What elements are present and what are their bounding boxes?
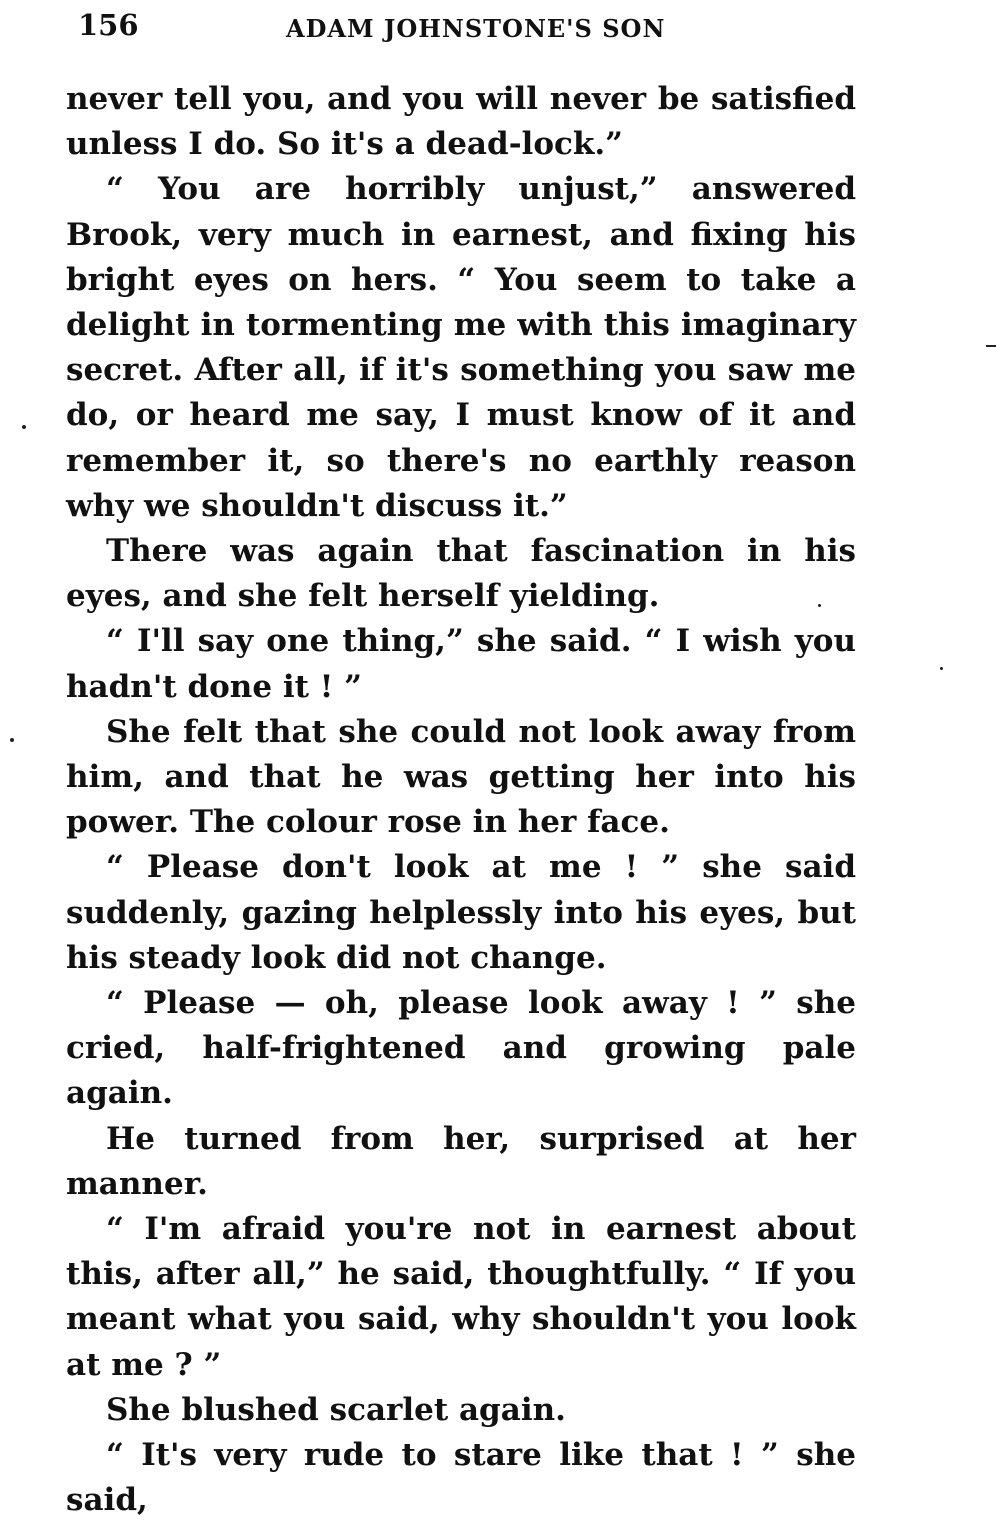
paragraph: There was again that fascination in his eyes, and she felt herself yielding. bbox=[66, 533, 856, 615]
paragraph: “ Please — oh, please look away ! ” she cried, half-frightened and growing pale again. bbox=[66, 985, 856, 1112]
scan-speck bbox=[940, 667, 943, 670]
running-title: ADAM JOHNSTONE'S SON bbox=[286, 14, 666, 43]
paragraph: “ It's very rude to stare like that ! ” she said, bbox=[66, 1437, 856, 1519]
paragraph: “ I'll say one thing,” she said. “ I wish you hadn't done it ! ” bbox=[66, 623, 856, 705]
paragraph: He turned from her, surprised at her manner. bbox=[66, 1120, 856, 1202]
body-text bbox=[66, 77, 856, 1524]
scan-speck bbox=[818, 604, 821, 607]
paragraph: “ You are horribly unjust,” answered Brook, very much in earnest, and fixing his bright eyes on hers. “ You seem to take a delight in tormenting me with this imaginary secret. After all, if it's something you saw me do, or heard me say, I must know of it and remember it, so there's no earthly reason why we shouldn't discuss it.” bbox=[66, 171, 856, 524]
paragraph: “ Please don't look at me ! ” she said suddenly, gazing helplessly into his eyes, but his steady look did not change. bbox=[66, 849, 856, 976]
page-number: 156 bbox=[78, 8, 139, 42]
scan-speck bbox=[10, 738, 14, 742]
paragraph: She blushed scarlet again. bbox=[106, 1391, 566, 1428]
scan-speck bbox=[986, 345, 996, 347]
page-header bbox=[78, 8, 878, 48]
paragraph: never tell you, and you will never be satisfied unless I do. So it's a dead-lock.” bbox=[66, 81, 856, 163]
paragraph: “ I'm afraid you're not in earnest about this, after all,” he said, thoughtfully. “ If you meant what you said, why shouldn't you look at me ? ” bbox=[66, 1211, 856, 1383]
paragraph: She felt that she could not look away from him, and that he was getting her into his power. The colour rose in her face. bbox=[66, 713, 856, 841]
scan-speck bbox=[22, 425, 26, 429]
